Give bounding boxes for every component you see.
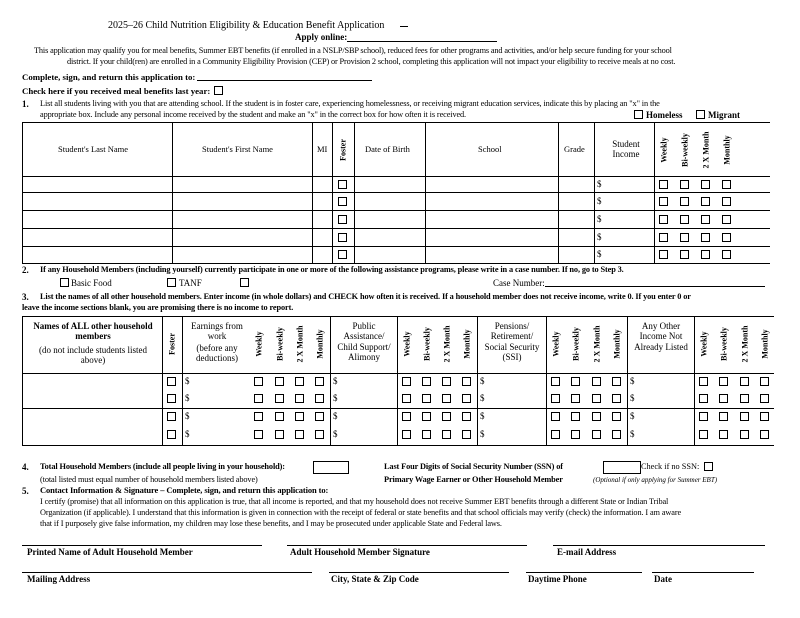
frequency-checkbox[interactable] [442, 430, 451, 439]
col-pen-biweekly: Bi-weekly [571, 327, 581, 361]
col-biweekly: Bi-weekly [680, 133, 690, 167]
dollar-sign: $ [333, 411, 338, 421]
col-student-first-name: Student's First Name [202, 144, 273, 154]
step2-instructions: If any Household Members (including yourself) currently participate in one or more of the following assistance programs, please write in a case number. If no, go to Step 3. [40, 265, 624, 274]
step2-number: 2. [22, 265, 29, 275]
frequency-checkbox[interactable] [462, 394, 471, 403]
foster-checkbox[interactable] [167, 394, 176, 403]
frequency-checkbox[interactable] [422, 430, 431, 439]
ssn-sub: Primary Wage Earner or Other Household Member [384, 475, 563, 484]
frequency-checkbox[interactable] [295, 394, 304, 403]
form-title: 2025–26 Child Nutrition Eligibility & Education Benefit Application [108, 20, 385, 31]
dollar-sign: $ [480, 376, 485, 386]
frequency-checkbox[interactable] [442, 394, 451, 403]
certification-line-3: that if I purposely give false information, my children may lose these benefits, and I may be prosecuted under applicable State and Federal laws. [40, 519, 502, 528]
col-foster: Foster [338, 139, 348, 161]
frequency-checkbox[interactable] [275, 394, 284, 403]
total-members-label: Total Household Members (include all people living in your household): [40, 462, 285, 471]
col-oth-2x-month: 2 X Month [740, 325, 750, 363]
frequency-checkbox[interactable] [462, 412, 471, 421]
frequency-checkbox[interactable] [592, 394, 601, 403]
dollar-sign: $ [480, 393, 485, 403]
homeless-label: Homeless [646, 110, 683, 120]
no-ssn-label: Check if no SSN: [641, 462, 700, 471]
dollar-sign: $ [333, 376, 338, 386]
col-earn-monthly: Monthly [315, 329, 325, 359]
frequency-checkbox[interactable] [571, 412, 580, 421]
date-label: Date [654, 574, 672, 584]
col-earnings-sub: (before any deductions) [196, 343, 238, 364]
step1-number: 1. [22, 99, 29, 109]
no-ssn-checkbox[interactable] [704, 462, 713, 471]
frequency-checkbox[interactable] [422, 394, 431, 403]
foster-checkbox[interactable] [167, 377, 176, 386]
frequency-checkbox[interactable] [295, 377, 304, 386]
frequency-checkbox[interactable] [760, 412, 769, 421]
frequency-checkbox[interactable] [275, 430, 284, 439]
frequency-checkbox[interactable] [571, 430, 580, 439]
dollar-sign: $ [630, 429, 635, 439]
step5-number: 5. [22, 486, 29, 496]
frequency-checkbox[interactable] [315, 430, 324, 439]
frequency-checkbox[interactable] [315, 377, 324, 386]
col-weekly: Weekly [659, 137, 669, 163]
dollar-sign: $ [480, 411, 485, 421]
step3-instructions-2: leave the income sections blank, you are promising there is no income to report. [22, 303, 294, 312]
frequency-checkbox[interactable] [462, 377, 471, 386]
col-pub-2x-month: 2 X Month [442, 325, 452, 363]
received-benefits-label: Check here if you received meal benefits last year: [22, 86, 211, 96]
dollar-sign: $ [185, 411, 190, 421]
col-oth-weekly: Weekly [699, 331, 709, 357]
printed-name-field[interactable] [22, 545, 262, 546]
col-pen-2x-month: 2 X Month [592, 325, 602, 363]
col-date-of-birth: Date of Birth [365, 144, 410, 154]
col-earn-weekly: Weekly [254, 331, 264, 357]
foster-checkbox[interactable] [167, 412, 176, 421]
step1-instructions-2: appropriate box. Include any personal income received by the student and make an "x" in the correct box for how often it is received. [40, 110, 467, 119]
dollar-sign: $ [185, 376, 190, 386]
frequency-checkbox[interactable] [740, 394, 749, 403]
frequency-checkbox[interactable] [254, 430, 263, 439]
case-number-label: Case Number: [493, 278, 545, 288]
frequency-checkbox[interactable] [442, 412, 451, 421]
step5-title: Contact Information & Signature – Complete, sign, and return this application to: [40, 485, 329, 495]
daytime-phone-label: Daytime Phone [528, 574, 587, 584]
dollar-sign: $ [597, 232, 602, 242]
frequency-checkbox[interactable] [422, 412, 431, 421]
dollar-sign: $ [630, 393, 635, 403]
frequency-checkbox[interactable] [254, 377, 263, 386]
frequency-checkbox[interactable] [315, 394, 324, 403]
col-other-income: Any Other Income Not Already Listed [634, 321, 688, 352]
dollar-sign: $ [597, 179, 602, 189]
frequency-checkbox[interactable] [254, 394, 263, 403]
dollar-sign: $ [597, 214, 602, 224]
daytime-phone-field[interactable] [526, 572, 642, 573]
frequency-checkbox[interactable] [551, 394, 560, 403]
frequency-checkbox[interactable] [719, 430, 728, 439]
dollar-sign: $ [333, 429, 338, 439]
intro-line-1: This application may qualify you for meal benefits, Summer EBT benefits (if enrolled in a NSLP/SBP school), reduced fees for other programs and activities, and/or help secure funding for your school [34, 46, 672, 55]
signature-label: Adult Household Member Signature [290, 547, 430, 557]
foster-checkbox[interactable] [167, 430, 176, 439]
frequency-checkbox[interactable] [551, 412, 560, 421]
dollar-sign: $ [597, 249, 602, 259]
frequency-checkbox[interactable] [592, 412, 601, 421]
email-label: E-mail Address [557, 547, 617, 557]
col-earn-2x-month: 2 X Month [295, 325, 305, 363]
mailing-address-field[interactable] [22, 572, 312, 573]
frequency-checkbox[interactable] [740, 412, 749, 421]
dollar-sign: $ [185, 393, 190, 403]
frequency-checkbox[interactable] [699, 377, 708, 386]
intro-line-2: district. If your child(ren) are enrolled in a Community Eligibility Provision (CEP) or Provision 2 school, completing this application will not impact your eligibility to receive meals at no cost. [67, 57, 676, 66]
frequency-checkbox[interactable] [442, 377, 451, 386]
frequency-checkbox[interactable] [592, 430, 601, 439]
frequency-checkbox[interactable] [295, 412, 304, 421]
col-monthly: Monthly [722, 135, 732, 165]
frequency-checkbox[interactable] [571, 377, 580, 386]
col-foster-3: Foster [167, 333, 177, 355]
dollar-sign: $ [333, 393, 338, 403]
col-public-assistance: Public Assistance/ Child Support/ Alimony [337, 321, 391, 363]
col-pensions: Pensions/ Retirement/ Social Security (SSI) [484, 321, 540, 363]
frequency-checkbox[interactable] [315, 412, 324, 421]
frequency-checkbox[interactable] [422, 377, 431, 386]
step3-instructions-1: List the names of all other household members. Enter income (in whole dollars) and CHECK how often it is received. If a household member does not receive income, write 0. If you enter 0 or [40, 292, 691, 301]
total-members-sub: (total listed must equal number of household members listed above) [40, 475, 258, 484]
col-oth-monthly: Monthly [760, 329, 770, 359]
col-2x-month: 2 X Month [701, 131, 711, 169]
col-pen-weekly: Weekly [551, 331, 561, 357]
frequency-checkbox[interactable] [462, 430, 471, 439]
col-household-names-sub: (do not include students listed above) [39, 345, 147, 366]
frequency-checkbox[interactable] [551, 377, 560, 386]
dollar-sign: $ [185, 429, 190, 439]
step3-number: 3. [22, 292, 29, 302]
frequency-checkbox[interactable] [612, 394, 621, 403]
ssn-label: Last Four Digits of Social Security Number (SSN) of [384, 462, 563, 471]
step4-number: 4. [22, 462, 29, 472]
frequency-checkbox[interactable] [612, 430, 621, 439]
frequency-checkbox[interactable] [551, 430, 560, 439]
col-school: School [478, 144, 502, 154]
apply-online-label: Apply online: [295, 32, 348, 42]
col-student-income: Student Income [612, 139, 640, 160]
step1-instructions-1: List all students living with you that are attending school. If the student is in foster care, experiencing homelessness, or receiving migrant education services, indicate this by placing an "x" in the [40, 99, 660, 108]
col-household-names: Names of ALL other household members [33, 321, 153, 342]
col-oth-biweekly: Bi-weekly [719, 327, 729, 361]
frequency-checkbox[interactable] [760, 377, 769, 386]
ssn-optional: (Optional if only applying for Summer EBT) [593, 476, 718, 484]
col-earnings: Earnings from work [191, 321, 243, 342]
date-field[interactable] [652, 572, 754, 573]
col-grade: Grade [564, 144, 585, 154]
frequency-checkbox[interactable] [699, 394, 708, 403]
frequency-checkbox[interactable] [699, 412, 708, 421]
col-pub-weekly: Weekly [402, 331, 412, 357]
city-state-zip-label: City, State & Zip Code [331, 574, 419, 584]
frequency-checkbox[interactable] [254, 412, 263, 421]
col-pen-monthly: Monthly [612, 329, 622, 359]
frequency-checkbox[interactable] [612, 377, 621, 386]
tanf-label: TANF [179, 278, 202, 288]
frequency-checkbox[interactable] [719, 412, 728, 421]
frequency-checkbox[interactable] [275, 412, 284, 421]
frequency-checkbox[interactable] [740, 430, 749, 439]
frequency-checkbox[interactable] [740, 377, 749, 386]
col-earn-biweekly: Bi-weekly [275, 327, 285, 361]
frequency-checkbox[interactable] [699, 430, 708, 439]
frequency-checkbox[interactable] [402, 430, 411, 439]
frequency-checkbox[interactable] [402, 412, 411, 421]
frequency-checkbox[interactable] [402, 394, 411, 403]
mailing-address-label: Mailing Address [27, 574, 91, 584]
col-student-last-name: Student's Last Name [58, 144, 128, 154]
return-to-label: Complete, sign, and return this application to: [22, 72, 196, 82]
certification-line-2: Organization (if applicable). I understand that this information is given in connection with the receipt of federal or state benefits and that school officials may verify (check) the information. I am aware [40, 508, 682, 517]
ssn-field[interactable] [603, 461, 641, 474]
col-mi: MI [317, 144, 328, 154]
frequency-checkbox[interactable] [275, 377, 284, 386]
frequency-checkbox[interactable] [612, 412, 621, 421]
frequency-checkbox[interactable] [719, 394, 728, 403]
col-pub-monthly: Monthly [462, 329, 472, 359]
dollar-sign: $ [597, 196, 602, 206]
email-field[interactable] [553, 545, 765, 546]
dollar-sign: $ [480, 429, 485, 439]
frequency-checkbox[interactable] [571, 394, 580, 403]
migrant-label: Migrant [708, 110, 740, 120]
col-pub-biweekly: Bi-weekly [422, 327, 432, 361]
frequency-checkbox[interactable] [295, 430, 304, 439]
printed-name-label: Printed Name of Adult Household Member [27, 547, 193, 557]
frequency-checkbox[interactable] [402, 377, 411, 386]
city-state-zip-field[interactable] [329, 572, 509, 573]
dollar-sign: $ [630, 376, 635, 386]
frequency-checkbox[interactable] [719, 377, 728, 386]
total-members-field[interactable] [313, 461, 349, 474]
dollar-sign: $ [630, 411, 635, 421]
frequency-checkbox[interactable] [592, 377, 601, 386]
frequency-checkbox[interactable] [760, 430, 769, 439]
signature-field[interactable] [287, 545, 527, 546]
certification-line-1: I certify (promise) that all information on this application is true, that all income is reported, and that my household does not receive Summer EBT benefits through a different State or Indian Tribal [40, 497, 669, 506]
frequency-checkbox[interactable] [760, 394, 769, 403]
basic-food-label: Basic Food [71, 278, 112, 288]
